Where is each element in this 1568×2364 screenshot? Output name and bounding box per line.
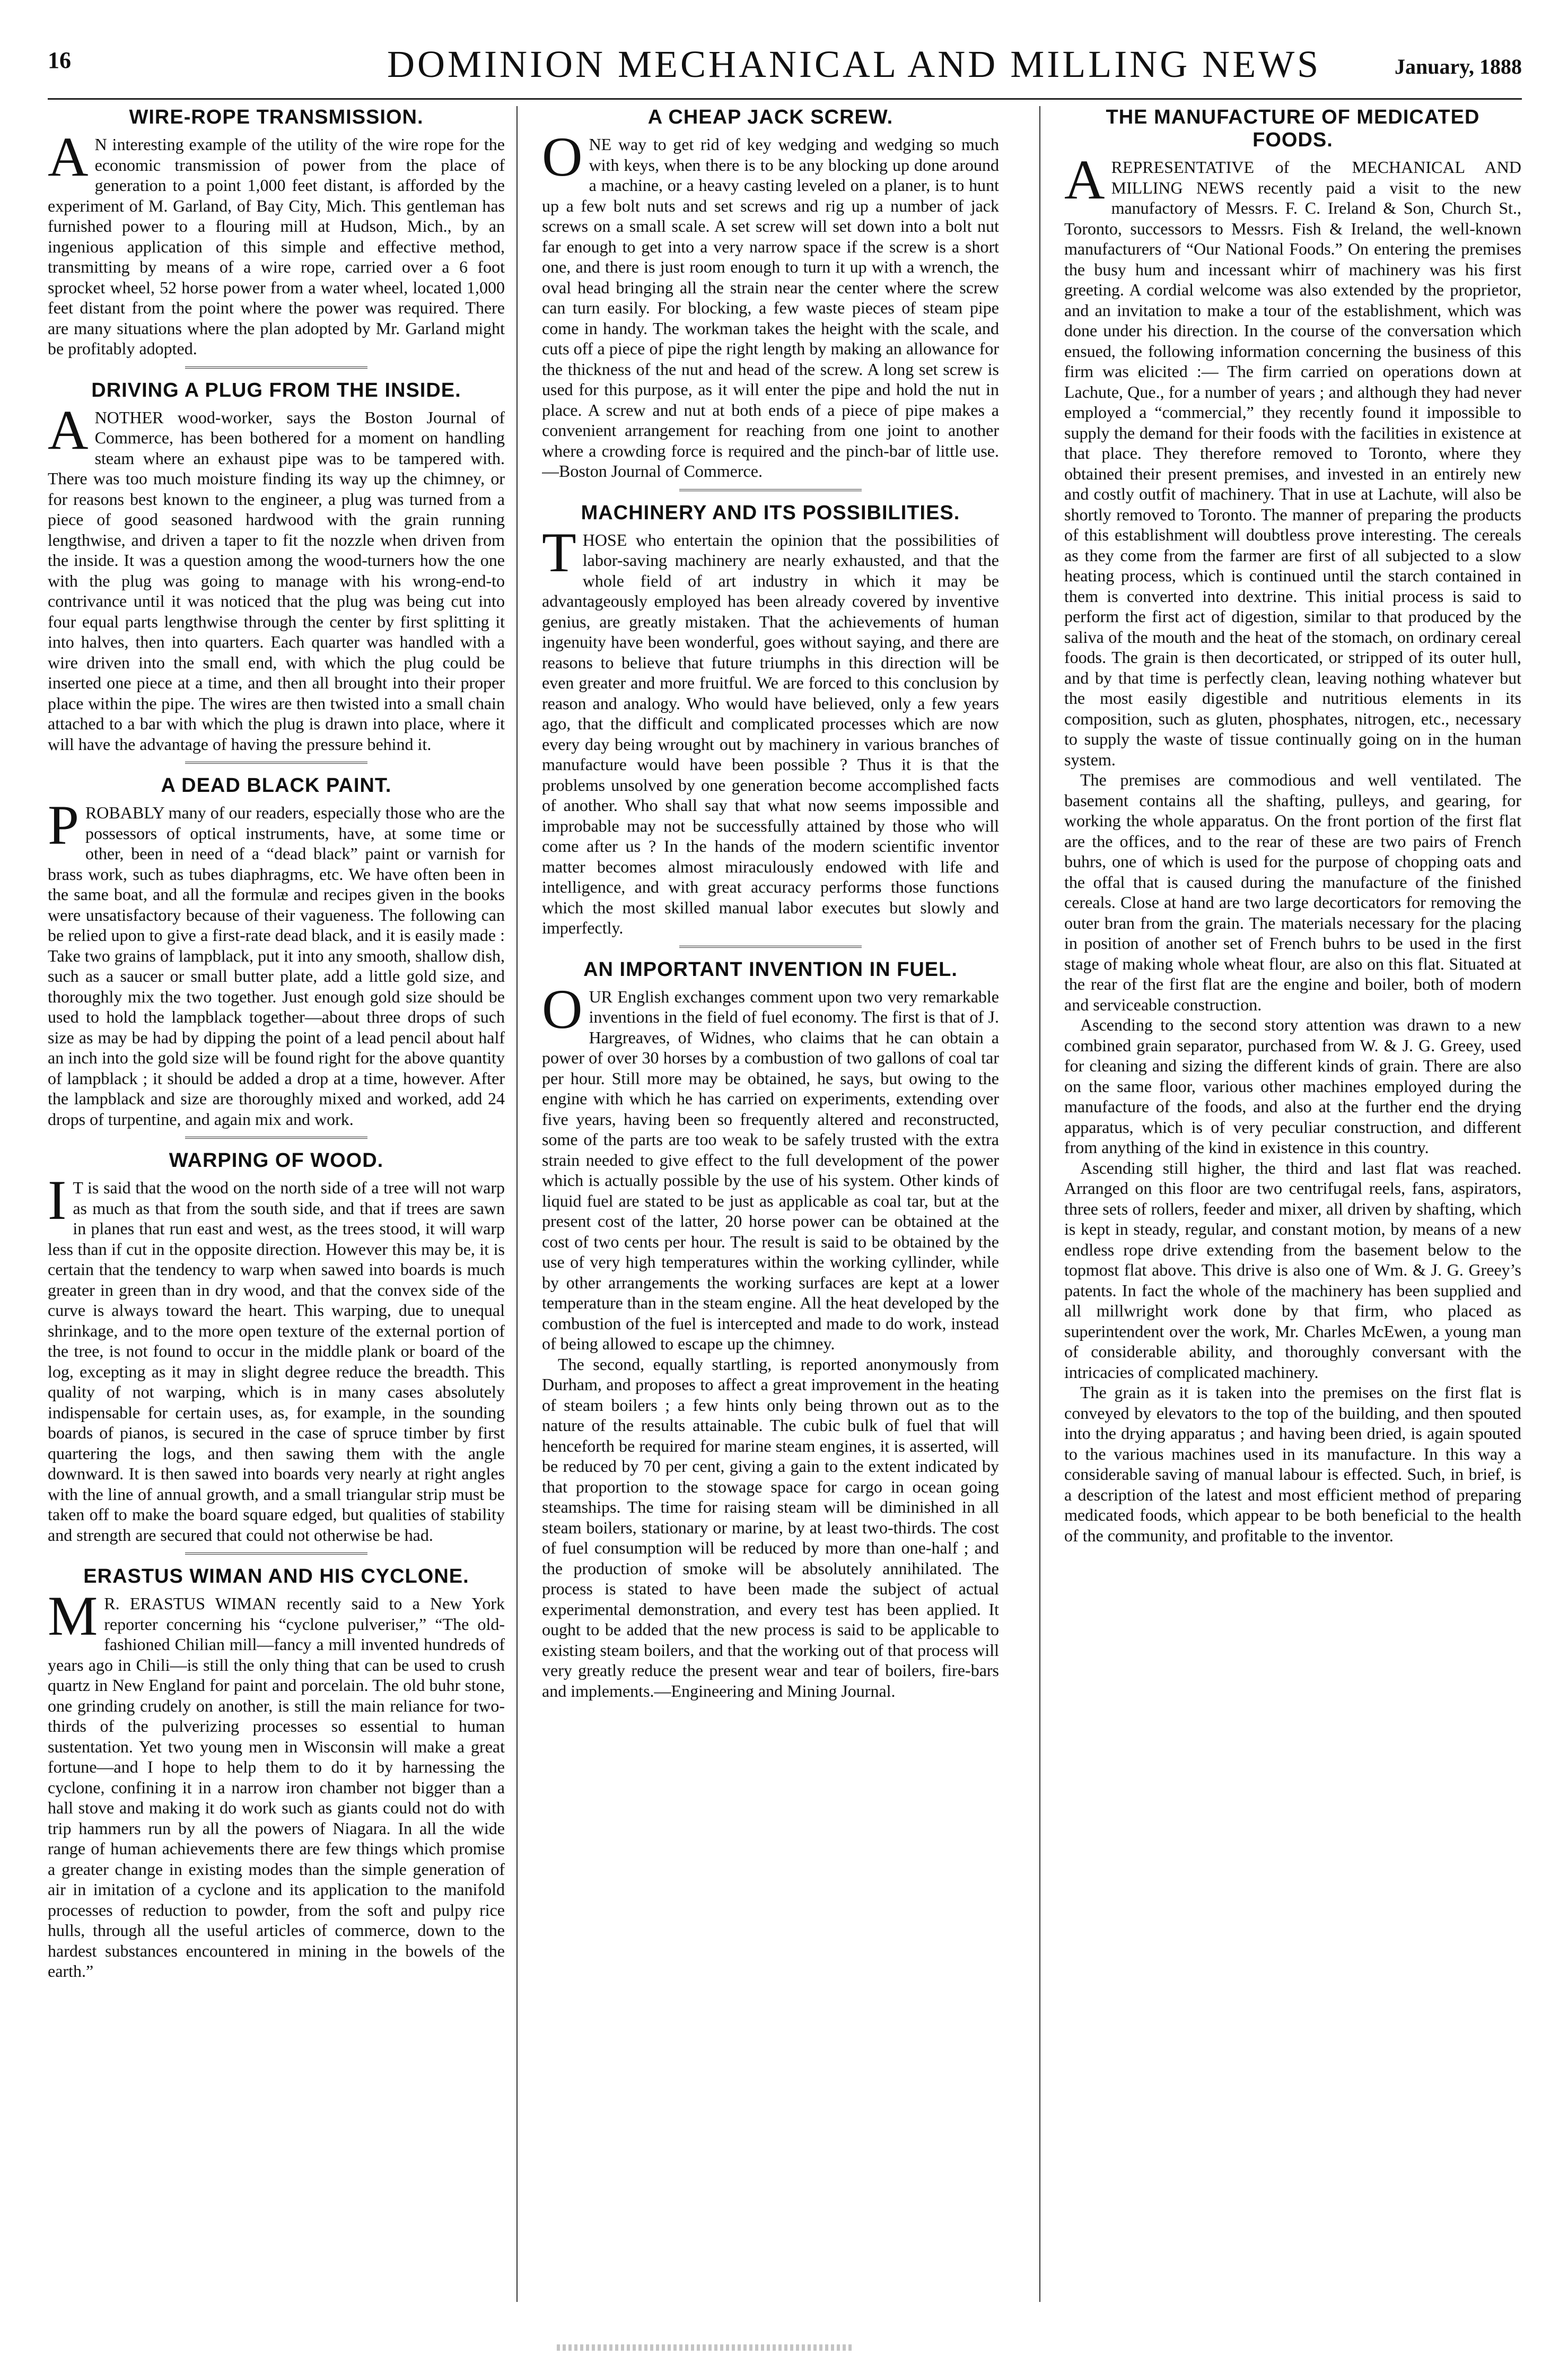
article-paragraph: Ascending still higher, the third and last flat was reached. Arranged on this floor are two centrifugal reels, fans, aspirators, three sets of rollers, feeder and mixer, all driven by shafting, which is kept in steady, regular, and constant motion, by means of a new endless rope drive extending from the basement below to the topmost flat above. This drive is also one of Wm. & J. G. Greey’s patents. In fact the whole of the machinery has been supplied and all millwright work done by that firm, who placed as superintendent over the work, Mr. Charles McEwen, a young man of considerable ability, and thoroughly conversant with the intricacies of complicated machinery. xyxy=(1064,1158,1521,1382)
column-1 xyxy=(48,106,505,2307)
drop-cap: O xyxy=(542,978,583,1040)
paragraph-text: T is said that the wood on the north side of a tree will not warp as much as that from the south side, and that if trees are sawn in planes that run east and west, as the trees stood, it will warp less than if cut in the opposite direction. However this may be, it is certain that the tendency to warp when sawed into boards is much greater in green than in dry wood, and that the convex side of the curve is always toward the heart. This warping, due to unequal shrinkage, and to the more open texture of the external portion of the tree, is not found to occur in the middle plank or board of the log, excepting as it may in slight degree reduce the breadth. This quality of not warping, which is in many cases absolutely indispensable for certain uses, as, for example, in the sounding boards of pianos, is secured in the case of spruce timber by first quartering the logs, and then sawing them with the angle downward. It is then sawed into boards very nearly at right angles with the line of annual growth, and a small triangular strip must be taken off to make the board square edged, but qualities of stability and strength are secured that could not otherwise be had. xyxy=(48,1178,505,1545)
print-artifact xyxy=(557,2344,854,2351)
article-paragraph: Ascending to the second story attention was drawn to a new combined grain separator, purchased from W. & J. G. Greey, used for cleaning and sizing the different kinds of grain. There are also on the same floor, various other machines employed during the manufacture of the foods, and also at the further end the drying apparatus, which is of very peculiar construction, and different from anything of the kind in existence in this country. xyxy=(1064,1015,1521,1157)
article-separator xyxy=(679,489,862,491)
masthead-rule xyxy=(48,98,1522,100)
drop-cap: A xyxy=(1064,149,1105,211)
article-paragraph xyxy=(48,1585,505,1982)
article-separator xyxy=(185,762,368,764)
drop-cap: A xyxy=(48,126,89,188)
article-medicated-foods xyxy=(1064,106,1521,1546)
article-paragraph xyxy=(1064,149,1521,770)
article-erastus-wiman xyxy=(48,1565,505,1982)
article-invention-in-fuel xyxy=(542,958,999,1702)
drop-cap: I xyxy=(48,1169,67,1231)
drop-cap: O xyxy=(542,126,583,188)
article-headline: MACHINERY AND ITS POSSIBILITIES. xyxy=(581,501,960,524)
drop-cap: M xyxy=(48,1585,98,1647)
article-paragraph xyxy=(48,794,505,1129)
article-headline: THE MANUFACTURE OF MEDICATED FOODS. xyxy=(1106,106,1480,151)
drop-cap: P xyxy=(48,794,79,856)
article-wire-rope xyxy=(48,106,505,359)
publication-title: DOMINION MECHANICAL AND MILLING NEWS xyxy=(387,43,1321,85)
column-3 xyxy=(1064,106,1521,2307)
article-paragraph: The grain as it is taken into the premises on the first flat is conveyed by elevators to the top of the building, and then spouted into the drying apparatus ; and having been dried, is again spouted to the various machines used in its manufacture. In this way a considerable saving of manual labour is effected. Such, in brief, is a description of the latest and most efficient method of preparing medicated foods, which appear to be both beneficial to the health of the community, and profitable to the inventor. xyxy=(1064,1383,1521,1545)
article-cheap-jack-screw xyxy=(542,106,999,482)
paragraph-text: UR English exchanges comment upon two very remarkable inventions in the field of fuel economy. The first is that of J. Hargreaves, of Widnes, who claims that he can obtain a power of over 30 horses by a combustion of two gallons of coal tar per hour. Still more may be obtained, he says, but owing to the engine with which he has carried on experiments, extending over five years, having been so frequently altered and reconstructed, some of the parts are too weak to be safely trusted with the extra strain needed to give effect to the full development of the power which is actually possible by the use of his system. Other kinds of liquid fuel are stated to be just as applicable as coal tar, but at the present cost of the latter, 20 horse power can be obtained at the cost of two cents per hour. The result is said to be obtained by the use of very high temperatures within the working cyllinder, while by other arrangements the working surfaces are kept at a lower temperature than in the steam engine. All the heat developed by the combustion of the fuel is intercepted and made to do work, instead of being allowed to escape up the chimney. xyxy=(542,987,999,1353)
article-separator xyxy=(679,946,862,948)
paragraph-text: REPRESENTATIVE of the MECHANICAL AND MILLING NEWS recently paid a visit to the new manufactory of Messrs. F. C. Ireland & Son, Church St., Toronto, successors to Messrs. Fish & Ireland, the well-known manufacturers of “Our National Foods.” On entering the premises the busy hum and incessant whirr of machinery was his first greeting. A cordial welcome was also extended by the proprietor, and an invitation to make a tour of the establishment, which was done under his direction. In the course of the conversation which ensued, the following information concerning the business of this firm was elicited :— The firm carried on operations down at Lachute, Que., for a number of years ; and although they had never employed a “commercial,” they recently found it impossible to supply the demand for their foods with the facilities in existence at that place. They therefore removed to Toronto, where they obtained their present premises, and invested in an entirely new and costly outfit of machinery. That in use at Lachute, will also be shortly removed to Toronto. The manner of preparing the products of this establishment will doubtless prove interesting. The cereals as they come from the farmer are first of all subjected to a slow heating process, which is continued until the starch contained in them is converted into dextrine. This initial process is said to perform the first act of digestion, similar to that produced by the saliva of the mouth and the heat of the stomach, on ordinary cereal foods. The grain is then decorticated, or stripped of its outer hull, and by that time is perfectly clean, leaving nothing whatever but the most easily digestible and nutritious elements in its composition, such as gluten, phosphates, nitrogen, etc., necessary to supply the waste of tissue continually going on in the human system. xyxy=(1064,158,1521,769)
column-divider xyxy=(516,106,518,2302)
article-paragraph xyxy=(542,978,999,1354)
article-headline: DRIVING A PLUG FROM THE INSIDE. xyxy=(91,379,461,402)
page-number: 16 xyxy=(48,47,71,73)
paragraph-text: ROBABLY many of our readers, especially those who are the possessors of optical instruments, have, at some time or other, been in need of a “dead black” paint or varnish for brass work, such as tubes diaphragms, etc. We have often been in the same boat, and all the formulæ and recipes given in the books were unsatisfactory because of their vagueness. The following can be relied upon to give a first-rate dead black, and it is easily made : Take two grains of lampblack, put it into any smooth, shallow dish, such as a saucer or small butter plate, add a little gold size, and thoroughly mix the two together. Just enough gold size should be used to hold the lampblack together—about three drops of such size as may be had by dipping the point of a lead pencil about half an inch into the gold size will be found right for the above quantity of lampblack ; it should be added a drop at a time, however. After the lampblack and size are thoroughly mixed and worked, add 24 drops of turpentine, and again mix and work. xyxy=(48,803,505,1129)
paragraph-text: NE way to get rid of key wedging and wedging so much with keys, when there is to be any blocking up done around a machine, or a heavy casting leveled on a planer, is to hunt up a few bolt nuts and set screws and rig up a number of jack screws on a small scale. A set screw will set down into a bolt nut far enough to get into a very narrow space if the screw is a short one, and there is just room enough to turn it up with a wrench, the oval head bringing all the strain near the center where the screw can turn easily. For blocking, a few waste pieces of steam pipe come in handy. The workman takes the height with the scale, and cuts off a piece of pipe the right length by making an allowance for the thickness of the nut and head of the screw. A long set screw is used for this purpose, as it will enter the pipe and hold the nut in place. A screw and nut at both ends of a piece of pipe makes a convenient arrangement for reaching from one joint to another where a crowding force is required and the pinch-bar of little use.—Boston Journal of Commerce. xyxy=(542,135,999,481)
article-paragraph xyxy=(48,126,505,359)
article-headline: AN IMPORTANT INVENTION IN FUEL. xyxy=(583,958,958,981)
article-headline: A CHEAP JACK SCREW. xyxy=(647,106,894,128)
article-headline: WARPING OF WOOD. xyxy=(169,1149,384,1172)
drop-cap: T xyxy=(542,521,576,583)
masthead xyxy=(48,42,1522,95)
drop-cap: A xyxy=(48,398,89,461)
article-paragraph xyxy=(542,521,999,938)
article-paragraph xyxy=(48,1169,505,1545)
article-paragraph xyxy=(48,398,505,755)
article-dead-black-paint xyxy=(48,774,505,1129)
article-headline: A DEAD BLACK PAINT. xyxy=(161,774,392,797)
article-paragraph xyxy=(542,126,999,482)
column-2 xyxy=(542,106,999,2307)
article-paragraph: The premises are commodious and well ventilated. The basement contains all the shafting, pulleys, and gearing, for working the whole apparatus. On the front portion of the first flat are the offices, and to the rear of these are two pairs of French buhrs, one of which is used for the purpose of chopping oats and the offal that is caused during the manufacture of the finished cereals. Close at hand are two large decorticators for removing the outer bran from the grain. The materials necessary for the placing in position of another set of French buhrs to be used in the first stage of making whole wheat flour, are also on this flat. Situated at the rear of the first flat are the engine and boiler, both of modern and serviceable construction. xyxy=(1064,770,1521,1014)
article-separator xyxy=(185,1552,368,1555)
paragraph-text: HOSE who entertain the opinion that the possibilities of labor-saving machinery are nearly exhausted, and that the whole field of art industry in which it may be advantageously employed has been already covered by inventive genius, are greatly mistaken. That the achievements of human ingenuity have been wonderful, goes without saying, and there are reasons to believe that future triumphs in this direction will be even greater and more fruitful. We are forced to this conclusion by reason and analogy. Who would have believed, only a few years ago, that the difficult and complicated processes which are now every day being wrought out by machinery in various branches of manufacture would have been possible ? Thus it is that the problems unsolved by one generation become accomplished facts of another. Who shall say that what now seems impossible and improbable may not be successfully attained by those who will come after us ? In the hands of the modern scientific inventor matter becomes almost miraculously endowed with life and intelligence, and with great accuracy performs those functions which the most skilled manual labor executes but slowly and imperfectly. xyxy=(542,530,999,937)
article-warping-of-wood xyxy=(48,1149,505,1545)
article-separator xyxy=(185,367,368,369)
article-paragraph: The second, equally startling, is reported anonymously from Durham, and proposes to affect a great improvement in the heating of steam boilers ; a few hints only being thrown out as to the nature of the results attainable. The cubic bulk of fuel that will henceforth be required for marine steam engines, it is asserted, will be reduced by 70 per cent, giving a gain to the extent indicated by that proportion to the stowage space for cargo in ocean going steamships. The time for raising steam will be diminished in all steam boilers, stationary or marine, by at least two-thirds. The cost of fuel consumption will be reduced by more than one-half ; and the production of smoke will be absolutely annihilated. The process is stated to have been made the subject of actual experimental demonstration, and every test has been applied. It ought to be added that the new process is said to be applicable to existing steam boilers, and that the working out of that process will very greatly reduce the present wear and tear of boilers, fire-bars and implements.—Engineering and Mining Journal. xyxy=(542,1354,999,1700)
paragraph-text: NOTHER wood-worker, says the Boston Journal of Commerce, has been bothered for a moment on handling steam where an exhaust pipe was to be tampered with. There was too much moisture finding its way up the chimney, or for reasons best known to the engineer, a plug was turned from a piece of good seasoned hardwood with the grain running lengthwise, and driven a taper to fit the nozzle when driven from the inside. It was a question among the wood-turners how the one with the plug was going to manage with his wrong-end-to contrivance until it was noticed that the plug was being cut into four equal parts lengthwise through the center by first splitting it into halves, then into quarters. Each quarter was handled with a wire driven into the small end, with which the plug could be inserted one piece at a time, and then all brought into their proper place within the pipe. The wires are then twisted into a small chain attached to a bar with which the plug is drawn into place, where it will have the advantage of having the pressure behind it. xyxy=(48,407,505,754)
article-machinery-possibilities xyxy=(542,502,999,938)
paragraph-text: N interesting example of the utility of the wire rope for the economic transmission of power from the place of generation to a point 1,000 feet distant, is afforded by the experiment of M. Garland, of Bay City, Mich. This gentleman has furnished power to a flouring mill at Hudson, Mich., by an ingenious application of this simple and effective method, transmitting by means of a wire rope, carried over a 6 foot sprocket wheel, 52 horse power from a water wheel, located 1,000 feet distant from the point where the power was required. There are many situations where the plan adopted by Mr. Garland might be profitably adopted. xyxy=(48,135,505,358)
column-divider xyxy=(1039,106,1040,2302)
article-headline: ERASTUS WIMAN AND HIS CYCLONE. xyxy=(83,1565,469,1587)
paragraph-text: R. ERASTUS WIMAN recently said to a New York reporter concerning his “cyclone pulveriser,” “The old-fashioned Chilian mill—fancy a mill invented hundreds of years ago in Chili—is still the only thing that can be used to crush quartz in New England for paint and porcelain. The old buhr stone, one grinding crudely on another, is still the main reliance for two-thirds of the pulverizing processes so essential to human sustentation. Yet two young men in Wisconsin will make a great fortune—and I hope to help them to do it by harnessing the cyclone, confining it in a narrow iron chamber not bigger than a hall stove and making it do work such as giants could not do with trip hammers run by all the powers of Niagara. In all the wide range of human achievements there are few things which promise a greater change in existing modes than the simple generation of air in imitation of a cyclone and its application to the manifold processes of reduction to powder, from the soft and pulpy rice hulls, through all the useful articles of commerce, down to the hardest substances encountered in mining in the bowels of the earth.” xyxy=(48,1594,505,1981)
article-headline: WIRE-ROPE TRANSMISSION. xyxy=(129,106,424,128)
issue-date: January, 1888 xyxy=(1394,55,1522,78)
article-separator xyxy=(185,1137,368,1139)
article-driving-plug xyxy=(48,379,505,755)
